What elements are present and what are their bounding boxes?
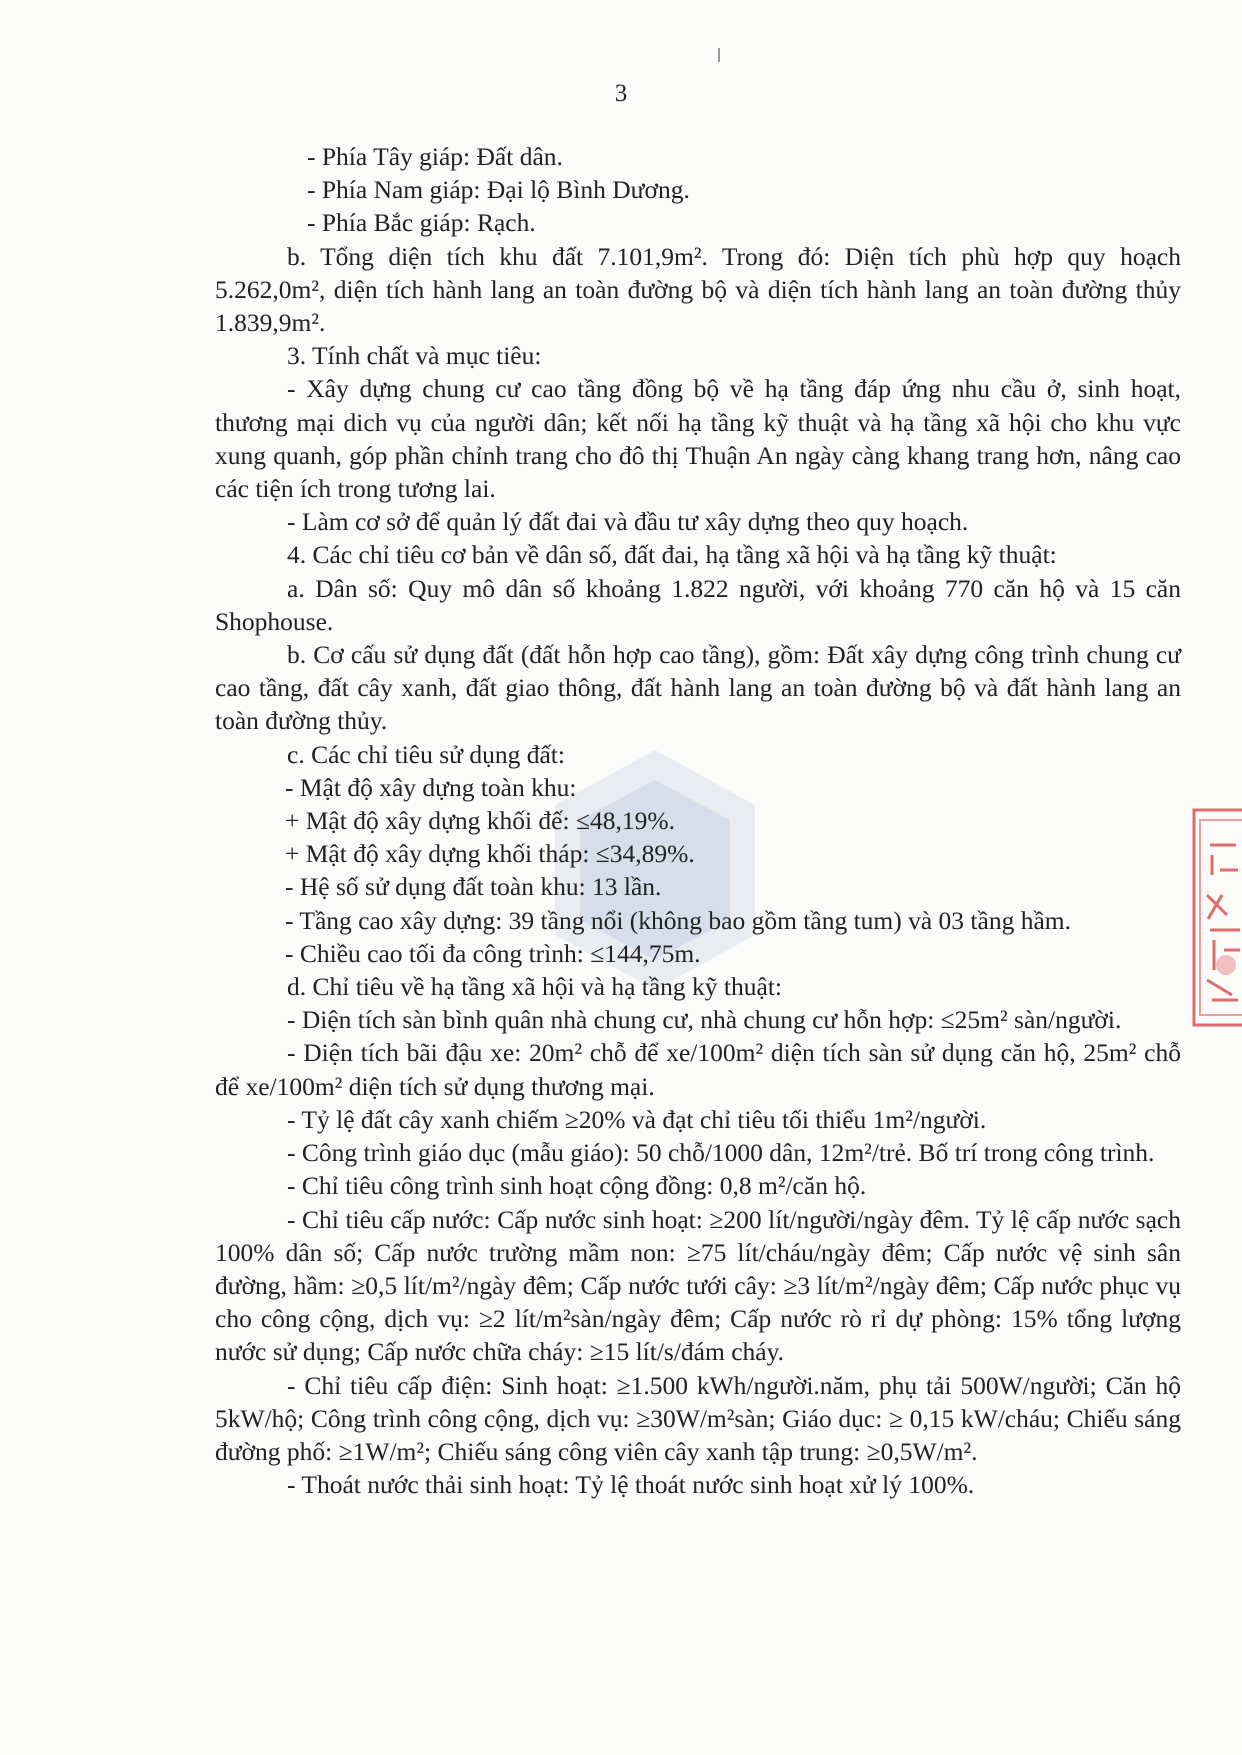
paragraph-total-area: b. Tổng diện tích khu đất 7.101,9m². Trong đó: Diện tích phù hợp quy hoạch 5.262,0m², diện tích hành lang an toàn đường bộ và diện tích hành lang an toàn đường thủy 1.839,9m². — [215, 241, 1181, 338]
paragraph-south-border: - Phía Nam giáp: Đại lộ Bình Dương. — [307, 175, 690, 205]
heading-nature-objectives: 3. Tính chất và mục tiêu: — [287, 341, 542, 371]
paragraph-density-tower: + Mật độ xây dựng khối tháp: ≤34,89%. — [285, 839, 695, 869]
stamp-seal — [1192, 800, 1242, 1030]
paragraph-wastewater: - Thoát nước thải sinh hoạt: Tỷ lệ thoát nước sinh hoạt xử lý 100%. — [287, 1470, 975, 1500]
paragraph-education: - Công trình giáo dục (mẫu giáo): 50 chỗ/1000 dân, 12m²/trẻ. Bố trí trong công trình. — [287, 1138, 1155, 1168]
scan-mark — [718, 48, 720, 62]
paragraph-density-podium: + Mật độ xây dựng khối đế: ≤48,19%. — [285, 806, 675, 836]
paragraph-water-supply: - Chỉ tiêu cấp nước: Cấp nước sinh hoạt: ≥200 lít/người/ngày đêm. Tỷ lệ cấp nước sạch 100% dân số; Cấp nước trường mầm non: ≥75 lít/cháu/ngày đêm; Cấp nước vệ sinh sân đường, hầm: ≥0,5 lít/m²/ngày đêm; Cấp nước tưới cây: ≥3 lít/m²/ngày đêm; Cấp nước phục vụ cho công cộng, dịch vụ: ≥2 lít/m²sàn/ngày đêm; Cấp nước rò rỉ dự phòng: 15% tổng lượng nước sử dụng; Cấp nước chữa cháy: ≥15 lít/s/đám cháy. — [215, 1204, 1181, 1367]
document-body — [215, 140, 1181, 1501]
paragraph-parking: - Diện tích bãi đậu xe: 20m² chỗ để xe/100m² diện tích sàn sử dụng căn hộ, 25m² chỗ để xe/100m² diện tích sử dụng thương mại. — [215, 1038, 1181, 1101]
heading-basic-indicators: 4. Các chỉ tiêu cơ bản về dân số, đất đai, hạ tầng xã hội và hạ tầng kỹ thuật: — [287, 540, 1057, 570]
paragraph-floors: - Tầng cao xây dựng: 39 tầng nổi (không bao gồm tầng tum) và 03 tầng hầm. — [285, 905, 1071, 935]
paragraph-population: a. Dân số: Quy mô dân số khoảng 1.822 người, với khoảng 770 căn hộ và 15 căn Shophouse. — [215, 573, 1181, 636]
paragraph-land-use-coefficient: - Hệ số sử dụng đất toàn khu: 13 lần. — [285, 872, 662, 902]
paragraph-land-use-structure: b. Cơ cấu sử dụng đất (đất hỗn hợp cao tầng), gồm: Đất xây dựng công trình chung cư cao tầng, đất cây xanh, đất giao thông, đất hành lang an toàn đường bộ và đất hành lang an toàn đường thủy. — [215, 640, 1181, 736]
paragraph-density-total: - Mật độ xây dựng toàn khu: — [285, 772, 577, 802]
paragraph-floor-area: - Diện tích sàn bình quân nhà chung cư, nhà chung cư hỗn hợp: ≤25m² sàn/người. — [287, 1005, 1122, 1035]
heading-land-use-indicators: c. Các chỉ tiêu sử dụng đất: — [287, 739, 565, 769]
paragraph-north-border: - Phía Bắc giáp: Rạch. — [307, 208, 536, 238]
paragraph-objective-build: - Xây dựng chung cư cao tầng đồng bộ về hạ tầng đáp ứng nhu cầu ở, sinh hoạt, thương mại dich vụ của người dân; kết nối hạ tầng kỹ thuật và hạ tầng xã hội cho khu vực xung quanh, góp phần chỉnh trang cho đô thị Thuận An ngày càng khang trang hơn, nâng cao các tiện ích trong tương lai. — [215, 374, 1181, 504]
paragraph-community: - Chỉ tiêu công trình sinh hoạt cộng đồng: 0,8 m²/căn hộ. — [287, 1171, 867, 1201]
paragraph-green-space: - Tỷ lệ đất cây xanh chiếm ≥20% và đạt chỉ tiêu tối thiểu 1m²/người. — [287, 1104, 987, 1134]
heading-infrastructure-indicators: d. Chỉ tiêu về hạ tầng xã hội và hạ tầng kỹ thuật: — [287, 972, 783, 1002]
page-number: 3 — [614, 80, 628, 107]
paragraph-power-supply: - Chỉ tiêu cấp điện: Sinh hoạt: ≥1.500 kWh/người.năm, phụ tải 500W/người; Căn hộ 5kW/hộ; Công trình công cộng, dịch vụ: ≥30W/m²sàn; Giáo dục: ≥ 0,15 kW/cháu; Chiếu sáng đường phố: ≥1W/m²; Chiếu sáng công viên cây xanh tập trung: ≥0,5W/m². — [215, 1370, 1181, 1466]
paragraph-objective-basis: - Làm cơ sở để quản lý đất đai và đầu tư xây dựng theo quy hoạch. — [287, 507, 969, 537]
paragraph-max-height: - Chiều cao tối đa công trình: ≤144,75m. — [285, 938, 701, 968]
paragraph-west-border: - Phía Tây giáp: Đất dân. — [307, 142, 563, 171]
